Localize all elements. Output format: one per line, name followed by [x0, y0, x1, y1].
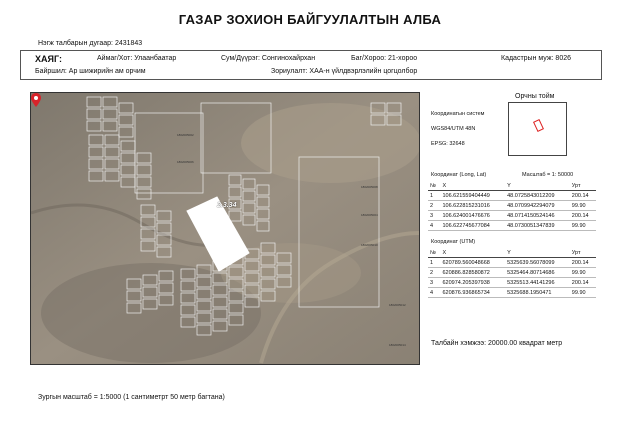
table-cell: 5325688.1950471 — [505, 288, 570, 298]
table-cell: 3 — [428, 278, 440, 288]
registration-number: Нэгж талбарын дугаар: 2431843 — [38, 40, 143, 47]
table-row — [428, 191, 596, 201]
table-cell: 99.90 — [570, 268, 596, 278]
table-header: № — [428, 181, 440, 191]
table-row — [428, 201, 596, 211]
table-cell: 48.0725843012209 — [505, 191, 570, 201]
table-header: № — [428, 248, 440, 258]
table-cell: 106.621559404449 — [440, 191, 505, 201]
table-header: Y — [505, 181, 570, 191]
table-cell: 200.14 — [570, 278, 596, 288]
coord-system-label: Координатын систем — [431, 111, 485, 117]
table-header-row — [428, 181, 596, 191]
table-cell: 99.90 — [570, 221, 596, 231]
table-cell: 106.622815231016 — [440, 201, 505, 211]
parcel-id: 1802005008 — [361, 185, 378, 189]
utm-table-title: Координат (UTM) — [431, 239, 476, 245]
table-header: X — [440, 181, 505, 191]
table-cell: 5325464.80714686 — [505, 268, 570, 278]
bag-field: Баг/Хороо: 21-хороо — [351, 55, 418, 62]
location-field: Байршил: Ар шижирийн ам орчим — [35, 68, 146, 75]
map-imagery — [31, 93, 419, 364]
cadastral-field: Кадастрын муж: 8026 — [501, 55, 572, 62]
geo-table-title: Координат (Long, Lat) — [431, 172, 487, 178]
purpose-field: Зориулалт: ХАА-н үйлдвэрлэлийн цогцолбор — [271, 68, 418, 75]
table-cell: 5325513.44141296 — [505, 278, 570, 288]
area-size: Талбайн хэмжээ: 20000.00 квадрат метр — [431, 340, 563, 347]
table-cell: 1 — [428, 191, 440, 201]
table-cell: 200.14 — [570, 211, 596, 221]
table-cell: 4 — [428, 288, 440, 298]
table-row — [428, 258, 596, 268]
aimag-field: Аймаг/Хот: Улаанбаатар — [97, 55, 177, 62]
table-cell: 200.14 — [570, 191, 596, 201]
location-pin-icon — [31, 93, 41, 107]
table-row — [428, 288, 596, 298]
coord-system-value: WGS84/UTM 48N — [431, 126, 476, 132]
table-cell: 106.622745677084 — [440, 221, 505, 231]
table-cell: 99.90 — [570, 201, 596, 211]
table-cell: 2 — [428, 201, 440, 211]
table-cell: 3 — [428, 211, 440, 221]
sum-field: Сум/Дүүрэг: Сонгинохайрхан — [221, 55, 316, 62]
table-cell: 1 — [428, 258, 440, 268]
address-box — [20, 50, 602, 80]
geo-coordinate-table — [428, 181, 596, 231]
table-cell: 99.90 — [570, 288, 596, 298]
parcel-label: 2.3.34 — [217, 202, 237, 209]
orientation-title: Орчны тойм — [515, 93, 555, 100]
table-header: Урт — [570, 248, 596, 258]
parcel-id: 1802005006 — [177, 160, 194, 164]
geo-table-scale: Масштаб = 1: 50000 — [522, 172, 574, 178]
table-cell: 2 — [428, 268, 440, 278]
table-cell: 620886.828580872 — [440, 268, 505, 278]
table-header-row — [428, 248, 596, 258]
table-row — [428, 278, 596, 288]
orientation-box — [508, 102, 567, 156]
parcel-id: 1802005010 — [361, 243, 378, 247]
table-cell: 4 — [428, 221, 440, 231]
table-cell: 48.0730051347839 — [505, 221, 570, 231]
orientation-marker-icon — [533, 119, 544, 132]
parcel-id: 1802005004 — [361, 213, 378, 217]
parcel-id: 1802005002 — [177, 133, 194, 137]
utm-coordinate-table — [428, 248, 596, 298]
parcel-id: 1802005014 — [389, 343, 406, 347]
table-header: X — [440, 248, 505, 258]
satellite-map[interactable] — [30, 92, 420, 365]
table-cell: 48.0709942294079 — [505, 201, 570, 211]
table-cell: 48.0714150524146 — [505, 211, 570, 221]
table-cell: 200.14 — [570, 258, 596, 268]
map-scale-note: Зургын масштаб = 1:5000 (1 сантиметрт 50 метр багтана) — [38, 394, 225, 401]
address-label: ХАЯГ: — [35, 54, 62, 64]
table-header: Y — [505, 248, 570, 258]
table-cell: 620974.205397938 — [440, 278, 505, 288]
table-row — [428, 268, 596, 278]
table-cell: 5325639.56078099 — [505, 258, 570, 268]
page-title: ГАЗАР ЗОХИОН БАЙГУУЛАЛТЫН АЛБА — [178, 12, 442, 27]
table-header: Урт — [570, 181, 596, 191]
parcel-id: 1802005012 — [389, 303, 406, 307]
table-row — [428, 221, 596, 231]
table-cell: 620876.936865734 — [440, 288, 505, 298]
table-row — [428, 211, 596, 221]
epsg-code: EPSG: 32648 — [431, 141, 465, 147]
table-cell: 620789.560048668 — [440, 258, 505, 268]
table-cell: 106.624001476676 — [440, 211, 505, 221]
